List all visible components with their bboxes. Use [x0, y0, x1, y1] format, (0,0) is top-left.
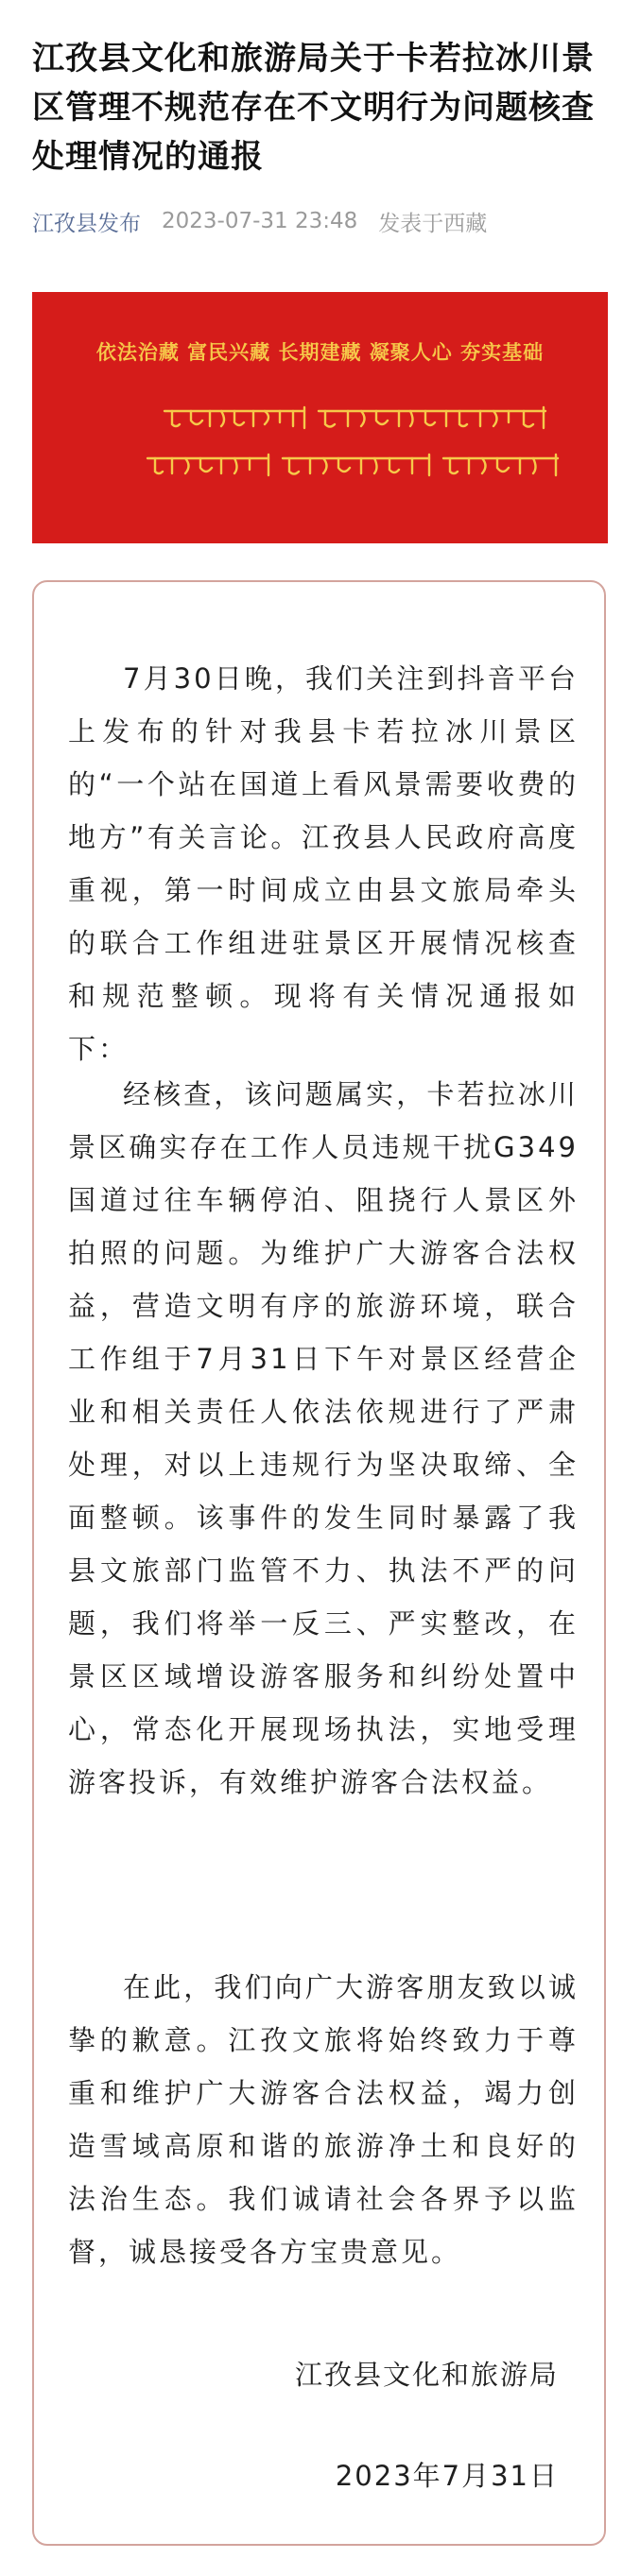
article-title: 江孜县文化和旅游局关于卡若拉冰川景区管理不规范存在不文明行为问题核查处理情况的通报 [32, 40, 595, 176]
article-meta [32, 204, 487, 238]
tibetan-script-line-2 [146, 451, 562, 479]
notice-paragraph-2: 经核查，该问题属实，卡若拉冰川景区确实存在工作人员违规干扰G349国道过往车辆停泊、阻挠行人景区外拍照的问题。为维护广大游客合法权益，营造文明有序的旅游环境，联合工作组于7月31日下午对景区经营企业和相关责任人依法依规进行了严肃处理，对以上违规行为坚决取缔、全面整顿。该事件的发生同时暴露了我县文旅部门监管不力、执法不严的问题，我们将举一反三、严实整改，在景区区域增设游客服务和纠纷处置中心，常态化开展现场执法，实地受理游客投诉，有效维护游客合法权益。 [68, 1078, 579, 1798]
publish-time: 2023-07-31 23:48 [162, 209, 358, 233]
publish-location: 发表于西藏 [378, 211, 488, 236]
tibetan-script-line-1 [163, 404, 550, 432]
notice-paragraph-1: 7月30日晚，我们关注到抖音平台上发布的针对我县卡若拉冰川景区的“一个站在国道上看风景需要收费的地方”有关言论。江孜县人民政府高度重视，第一时间成立由县文旅局牵头的联合工作组进驻景区开展情况核查和规范整顿。现将有关情况通报如下： [68, 662, 579, 1065]
banner-slogan: 依法治藏 富民兴藏 长期建藏 凝聚人心 夯实基础 [95, 340, 545, 364]
signature-date: 2023年7月31日 [335, 2460, 559, 2492]
notice-paragraph-3: 在此，我们向广大游客朋友致以诚挚的歉意。江孜文旅将始终致力于尊重和维护广大游客合法权益，竭力创造雪域高原和谐的旅游净土和良好的法治生态。我们诚请社会各界予以监督，诚恳接受各方宝贵意见。 [68, 1971, 579, 2268]
slogan-banner-image [32, 292, 608, 543]
account-name-link[interactable]: 江孜县发布 [32, 211, 141, 236]
signature-organization: 江孜县文化和旅游局 [294, 2359, 559, 2391]
tibetan-calligraphy-icon [146, 451, 562, 479]
tibetan-calligraphy-icon [163, 404, 550, 432]
